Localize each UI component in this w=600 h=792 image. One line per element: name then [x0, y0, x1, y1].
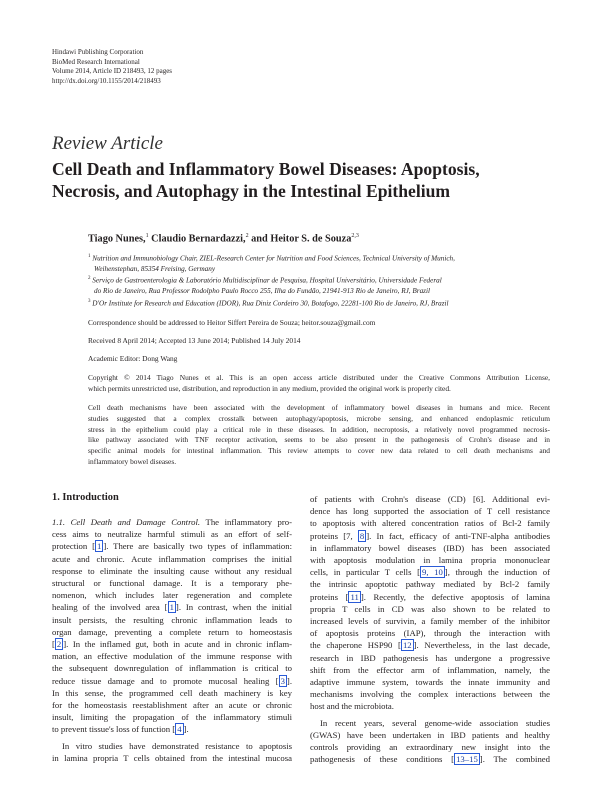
abstract-line: like pathway associated with TNF receptor activation, seems to be also present in the pathogenesis of Crohn's disease and in	[88, 435, 550, 445]
affiliation-1-cont: Weihenstephan, 85354 Freising, Germany	[94, 264, 216, 273]
citation-link[interactable]: 12	[402, 640, 412, 651]
author-affil-sup: 2,3	[351, 233, 359, 239]
doi-link[interactable]: http://dx.doi.org/10.1155/2014/218493	[52, 76, 161, 85]
citation-link[interactable]: 9, 10	[421, 567, 443, 578]
affiliation-1: $^1$ Nutrition and Immunobiology Chair, ZIEL-Research Center for Nutrition and Food Sciences, Technical University of Munich,	[88, 254, 455, 263]
publication-info	[52, 48, 172, 86]
section-heading: 1. Introduction	[52, 492, 119, 503]
title-line: Necrosis, and Autophagy in the Intestinal Epithelium	[52, 181, 451, 201]
article-dates: Received 8 April 2014; Accepted 13 June 2014; Published 14 July 2014	[88, 336, 301, 345]
article-type: Review Article	[52, 133, 163, 154]
subsection-heading: 1.1. Cell Death and Damage Control.	[52, 517, 201, 527]
affiliation-2: $^2$ Serviço de Gastroenterologia & Laboratório Multidisciplinar de Pesquisa, Hospital Universitário, Universidade Federal	[88, 276, 442, 285]
publisher-line: Hindawi Publishing Corporation	[52, 48, 144, 56]
journal-line: BioMed Research International	[52, 57, 140, 66]
copyright-notice: Copyright © 2014 Tiago Nunes et al. This is an open access article distributed under the Creative Commons Attribution License, which permits unrestricted use, distribution, and reproduction in any medium, provided the original work is properly cited.	[88, 373, 550, 393]
abstract-line: studies suggested that a complex crosstalk between autophagy/apoptosis, microbe sensing, and enhanced endoplasmic reticulum	[88, 413, 550, 423]
left-column: 1.1. Cell Death and Damage Control. The inflammatory pro- cess aims to neutralize harmful stimuli as an effort of self- protection [ 1 ]. There are basically two types of inflammation: acute and chronic. Acute inflammation comprises the initial response to eliminate the insulting cause without any residual structural or functional damage. It is a temporary phe- nomenon, which includes later regeneration and complete healing of the involved area [ 1 ]. In contrast, when the initial insult persists, the resulting chronic inflammation leads to organ damage, preventing a complete return to homeostasis [ 2 ]. In the inflamed gut, both in acute and in chronic inflam- mation, an effective modulation of the immune response with the subsequent downregulation of inflammation is critical to reduce tissue damage and to promote mucosal healing [ 3 ]. In this sense, the programmed cell death machinery is key for the homeostasis reestablishment after an acute or chronic insult, limiting the propagation of the inflammatory stimuli to prevent tissue's loss of function [ 4 ]. In vitro studies have demonstrated resistance to apoptosis in lamina propria T cells obtained from the intestinal mucosa	[52, 517, 293, 763]
abstract-line: specific animal models for intestinal inflammation. This review attempts to cover new data related to cell death mechanisms and	[88, 446, 550, 456]
citation-link[interactable]: 2	[56, 639, 62, 650]
abstract-line: Cell death mechanisms have been associated with the development of inflammatory bowel diseases in humans and mice. Recent	[88, 403, 550, 412]
author-affil-sup: 2	[245, 233, 249, 239]
abstract-line: inflammatory bowel diseases.	[88, 456, 177, 466]
abstract-line: stress in the epithelium could play a critical role in these diseases. In addition, necroptosis, a relatively novel programmed necrosis-	[88, 424, 550, 434]
citation-link[interactable]: 13–15	[456, 754, 478, 765]
citation-link[interactable]: 3	[280, 675, 285, 686]
citation-link[interactable]: 11	[350, 591, 359, 602]
author-affil-sup: 1	[145, 233, 149, 239]
author-list	[88, 233, 359, 244]
affiliation-3: $^3$ D'Or Institute for Research and Education (IDOR), Rua Diniz Cordeiro 30, Botafogo, 22281-100 Rio de Janeiro, RJ, Brazil	[88, 298, 449, 308]
volume-line: Volume 2014, Article ID 218493, 12 pages	[52, 67, 173, 76]
author-name: Tiago Nunes,	[88, 233, 146, 245]
academic-editor: Academic Editor: Dong Wang	[88, 354, 178, 363]
affiliation-2-cont: do Rio de Janeiro, Rua Professor Rodolpho Paulo Rocco 255, Ilha do Fundão, 21941-913 Rio de Janeiro, RJ, Brazil	[94, 287, 430, 296]
citation-link[interactable]: 8	[359, 530, 365, 541]
correspondence: Correspondence should be addressed to Heitor Siffert Pereira de Souza; heitor.souza@gmail.com	[88, 318, 376, 327]
right-column: of patients with Crohn's disease (CD) [6]. Additional evi- dence has long supported the association of T cell resistance to apoptosis with altered concentration ratios of Bcl-2 family proteins [7, 8 ]. In fact, efficacy of anti-TNF-alpha antibodies in inflammatory bowel diseases (IBD) has been associated with apoptosis modulation in lamina propria mononuclear cells, in particular T cells [ 9, 10 ], through the induction of the intrinsic apoptotic pathway mediated by Bcl-2 family proteins [ 11 ]. Recently, the defective apoptosis of lamina propria T cells in CD was also shown to be related to increased levels of survivin, a family member of the inhibitor of apoptosis proteins (IAP), through the interaction with the chaperone HSP90 [ 12 ]. Nevertheless, in the last decade, research in IBD pathogenesis has undergone a progressive shift from the effector arm of inflammation, namely, the adaptive immune system, towards the innate immunity and mechanisms involving the complex interactions between the host and the microbiota. In recent years, several genome-wide association studies (GWAS) have been undertaken in IBD patients and healthy controls providing an extraordinary new insight into the pathogenesis of these conditions [ 13–15 ]. The combined	[310, 494, 550, 765]
citation-link[interactable]: 1	[97, 541, 102, 552]
affiliations	[88, 252, 455, 309]
author-name: Claudio Bernardazzi,	[148, 233, 246, 245]
author-name: and Heitor S. de Souza	[248, 233, 352, 245]
citation-link[interactable]: 1	[169, 602, 174, 613]
citation-link[interactable]: 4	[177, 724, 182, 735]
abstract	[88, 403, 550, 468]
article-title	[52, 158, 480, 202]
title-line: Cell Death and Inflammatory Bowel Diseases: Apoptosis,	[52, 159, 480, 179]
